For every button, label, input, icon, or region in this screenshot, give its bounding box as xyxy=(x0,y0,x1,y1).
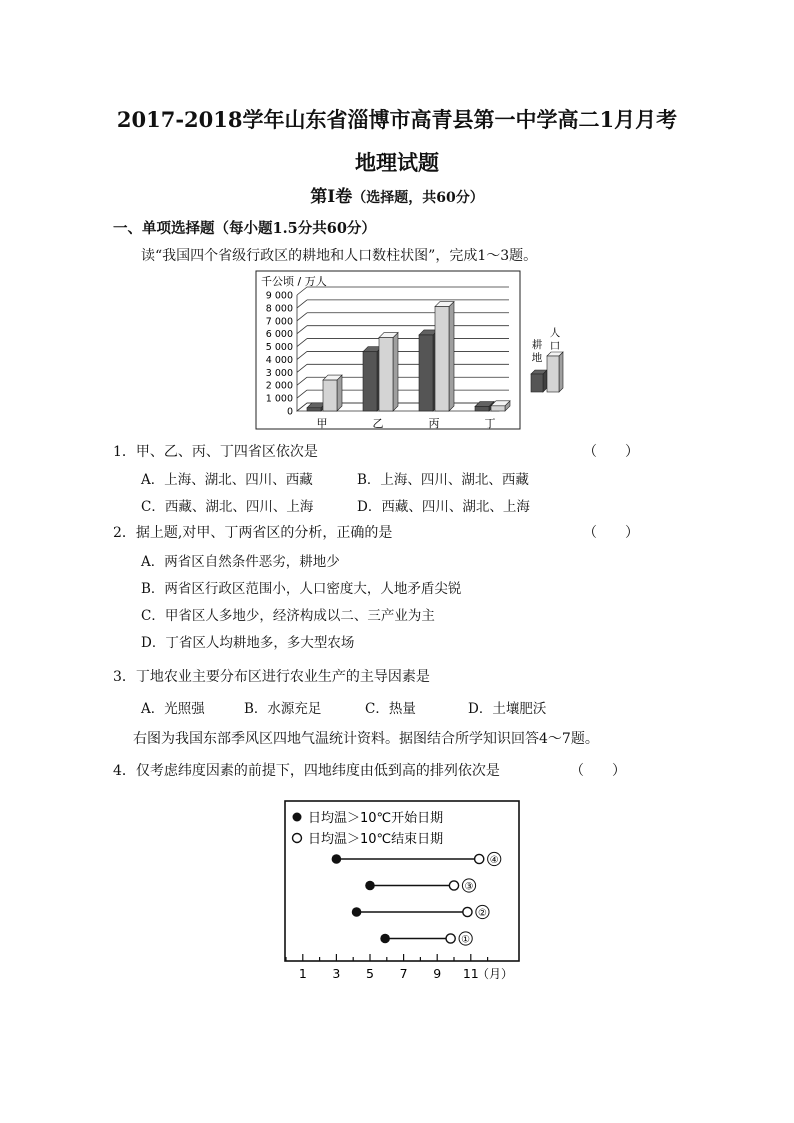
volume-note: （选择题，共60分） xyxy=(352,190,484,206)
question-1-option-d: D．西藏、四川、湖北、上海 xyxy=(357,499,530,515)
temperature-range-chart xyxy=(284,800,524,986)
x-tick-label: 乙 xyxy=(372,417,384,430)
legend-label-cropland: 耕 xyxy=(531,339,543,351)
bar xyxy=(419,335,433,411)
paper-subtitle: 地理试题 xyxy=(355,150,439,175)
x-tick-label: 5 xyxy=(366,966,374,981)
bar xyxy=(307,408,321,411)
series-label: ② xyxy=(477,908,487,919)
y-tick-label: 0 xyxy=(286,406,293,418)
question-3-option-b: B．水源充足 xyxy=(244,701,322,717)
question-3-option-a: A．光照强 xyxy=(141,701,205,717)
y-tick-label: 1 000 xyxy=(265,393,293,405)
question-4-answer-blank: （ ） xyxy=(570,763,626,779)
question-3-stem: 3．丁地农业主要分布区进行农业生产的主导因素是 xyxy=(113,669,430,685)
legend-label: 日均温＞10℃结束日期 xyxy=(308,832,444,847)
y-tick-label: 6 000 xyxy=(265,329,293,341)
chart-ylabel: 千公顷 / 万人 xyxy=(261,275,327,288)
bar-side xyxy=(393,333,398,411)
start-point xyxy=(352,907,362,917)
question-1-option-a: A．上海、湖北、四川、西藏 xyxy=(141,472,313,488)
legend-marker-end xyxy=(293,834,302,843)
x-tick-label: 3 xyxy=(332,966,341,981)
x-tick-label: 甲 xyxy=(316,417,328,430)
bar xyxy=(491,406,505,411)
question-2-option-d: D．丁省区人均耕地多，多大型农场 xyxy=(141,635,355,651)
x-tick-label: 11 xyxy=(462,966,479,981)
start-point xyxy=(332,854,342,864)
end-point xyxy=(446,934,455,943)
y-tick-label: 8 000 xyxy=(265,303,293,315)
question-2-option-b: B．两省区行政区范围小，人口密度大，人地矛盾尖锐 xyxy=(141,581,462,597)
end-point xyxy=(475,854,484,863)
question-2-option-a: A．两省区自然条件恶劣，耕地少 xyxy=(141,554,340,570)
series-label: ④ xyxy=(489,855,499,866)
legend-label-population: 口 xyxy=(549,340,561,352)
y-tick-label: 4 000 xyxy=(265,354,293,366)
legend-marker-start xyxy=(293,813,302,822)
paper-title: 2017-2018学年山东省淄博市高青县第一中学高二1月月考 xyxy=(116,107,678,132)
x-tick-label: 丁 xyxy=(484,417,496,430)
end-point xyxy=(463,907,472,916)
cropland-population-bar-chart xyxy=(255,266,595,432)
legend-swatch-population xyxy=(547,356,559,392)
y-tick-label: 3 000 xyxy=(265,367,293,379)
x-tick-label: 9 xyxy=(433,966,442,981)
volume-heading xyxy=(0,182,794,207)
legend-label-population: 人 xyxy=(549,327,561,339)
y-tick-label: 5 000 xyxy=(265,342,293,354)
volume-label: 第Ⅰ卷 xyxy=(310,187,353,207)
y-tick-label: 7 000 xyxy=(265,316,293,328)
series-label: ③ xyxy=(464,881,474,893)
y-tick-label: 9 000 xyxy=(265,290,293,302)
question-2-option-c: C．甲省区人多地少，经济构成以二、三产业为主 xyxy=(141,608,435,624)
bar xyxy=(475,406,489,411)
question-3-option-d: D．土壤肥沃 xyxy=(468,701,547,717)
x-tick-label: 丙 xyxy=(428,417,440,430)
question-3-option-c: C．热量 xyxy=(365,701,416,717)
section-heading: 一、单项选择题（每小题1.5分共60分） xyxy=(113,220,376,237)
question-2-stem: 2．据上题,对甲、丁两省区的分析，正确的是 xyxy=(113,525,393,541)
bar xyxy=(435,307,449,411)
question-1-stem: 1．甲、乙、丙、丁四省区依次是 xyxy=(113,444,318,460)
intro-text-2: 右图为我国东部季风区四地气温统计资料。据图结合所学知识回答4～7题。 xyxy=(133,731,599,747)
start-point xyxy=(365,881,375,891)
y-tick-label: 2 000 xyxy=(265,380,293,392)
bar xyxy=(379,338,393,411)
series-label: ① xyxy=(461,934,471,946)
chart-legend xyxy=(531,326,563,392)
intro-text-1: 读“我国四个省级行政区的耕地和人口数柱状图”，完成1～3题。 xyxy=(141,248,538,264)
legend-label-cropland: 地 xyxy=(531,352,543,364)
bar xyxy=(363,352,377,411)
question-1-option-c: C．西藏、湖北、四川、上海 xyxy=(141,499,314,515)
bar xyxy=(323,380,337,411)
end-point xyxy=(449,881,458,890)
start-point xyxy=(380,934,390,944)
legend-label: 日均温＞10℃开始日期 xyxy=(308,811,444,826)
legend-swatch-cropland xyxy=(531,374,543,392)
x-unit-label: （月） xyxy=(476,967,514,981)
x-tick-label: 1 xyxy=(298,966,307,981)
bar-side xyxy=(337,375,342,411)
question-1-option-b: B．上海、四川、湖北、西藏 xyxy=(357,472,529,488)
x-tick-label: 7 xyxy=(399,966,408,981)
question-2-answer-blank: （ ） xyxy=(583,525,639,541)
question-4-stem: 4．仅考虑纬度因素的前提下，四地纬度由低到高的排列依次是 xyxy=(113,763,500,779)
question-1-answer-blank: （ ） xyxy=(583,444,639,460)
bar-side xyxy=(449,302,454,411)
